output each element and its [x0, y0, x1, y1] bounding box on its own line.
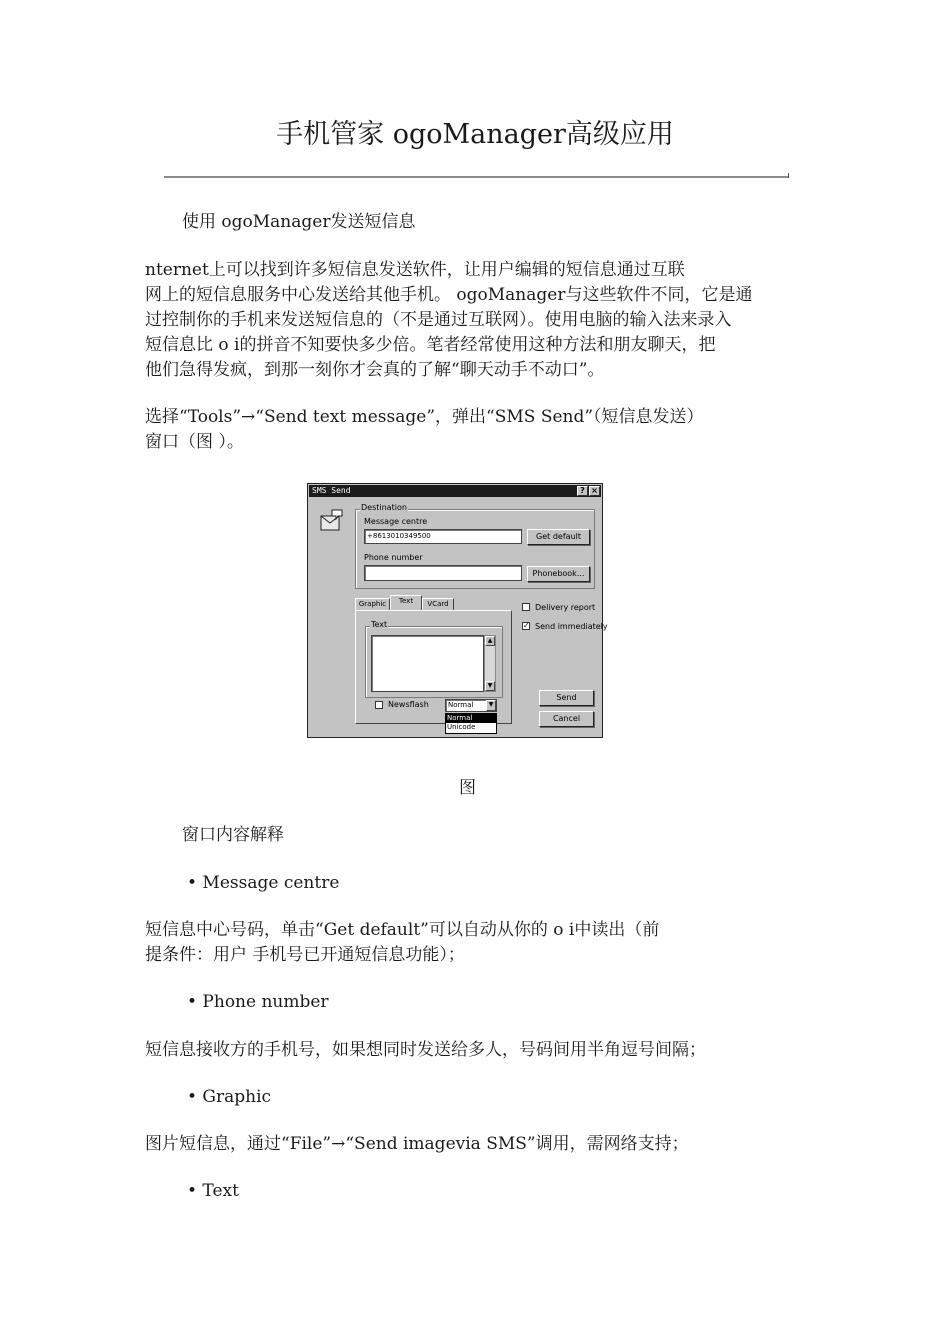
dropdown-option-normal[interactable]: Normal: [446, 714, 496, 723]
textarea-scrollbar[interactable]: [484, 635, 496, 692]
intro-line: 网上的短信息服务中心发送给其他手机。 ogoManager与这些软件不同，它是通: [145, 285, 753, 305]
phonebook-button[interactable]: Phonebook...: [527, 566, 590, 582]
desc-line: 短信息接收方的手机号，如果想同时发送给多人，号码间用半角逗号间隔；: [145, 1040, 706, 1060]
close-button[interactable]: ×: [589, 486, 600, 496]
message-centre-label: Message centre: [364, 517, 428, 526]
sms-envelope-icon: [318, 508, 346, 534]
dialog-titlebar: [309, 485, 601, 497]
destination-label: Destination: [361, 503, 407, 512]
dropdown-option-unicode[interactable]: Unicode: [447, 723, 476, 731]
divider-tick: [788, 173, 789, 178]
intro-paragraph: [145, 258, 810, 383]
phone-number-input[interactable]: [364, 565, 522, 581]
desc-line: 提条件：用户 手机号已开通短信息功能）；: [145, 945, 465, 965]
title-divider: [164, 176, 789, 178]
cancel-button[interactable]: Cancel: [539, 711, 594, 727]
help-button[interactable]: ?: [577, 486, 588, 496]
bullet-message-centre: • Message centre: [187, 873, 340, 893]
intro-line: nternet上可以找到许多短信息发送软件，让用户编辑的短信息通过互联: [145, 260, 685, 280]
delivery-report-label: Delivery report: [535, 603, 596, 612]
bullet-graphic: • Graphic: [187, 1087, 272, 1107]
message-textarea[interactable]: [371, 635, 484, 692]
chevron-down-icon[interactable]: ▼: [486, 700, 496, 711]
text-group-label: Text: [371, 620, 388, 629]
graphic-desc: [145, 1132, 810, 1157]
intro-line: 他们急得发疯，到那一刻你才会真的了解“聊天动手不动口”。: [145, 360, 605, 380]
instruction-line: 窗口（图 ）。: [145, 432, 244, 452]
instruction-paragraph: [145, 405, 810, 455]
tab-graphic[interactable]: Graphic: [355, 598, 390, 610]
tab-text[interactable]: Text: [390, 595, 422, 610]
intro-line: 过控制你的手机来发送短信息的（不是通过互联网）。使用电脑的输入法来录入: [145, 310, 732, 330]
desc-line: 短信息中心号码，单击“Get default”可以自动从你的 o i中读出（前: [145, 920, 660, 940]
dialog-title: SMS Send: [312, 486, 351, 495]
scroll-down-icon[interactable]: ▼: [485, 681, 495, 691]
intro-line: 短信息比 o i的拼音不知要快多少倍。笔者经常使用这种方法和朋友聊天，把: [145, 335, 716, 355]
bullet-text: • Text: [187, 1181, 239, 1201]
send-immediately-checkbox[interactable]: ✓: [523, 621, 530, 630]
phone-number-label: Phone number: [364, 553, 423, 562]
instruction-line: 选择“Tools”→“Send text message”，弹出“SMS Send”（短信息发送）: [145, 407, 704, 427]
figure-caption: 图: [459, 778, 476, 798]
message-centre-input[interactable]: +8613010349500: [364, 529, 522, 544]
bullet-phone-number: • Phone number: [187, 992, 329, 1012]
encoding-selected: Normal: [448, 701, 474, 709]
sms-send-dialog: [307, 483, 608, 738]
send-button[interactable]: Send: [539, 690, 594, 706]
delivery-report-checkbox[interactable]: [522, 603, 530, 611]
newsflash-checkbox[interactable]: [375, 701, 383, 709]
encoding-dropdown: [445, 713, 497, 734]
desc-line: 图片短信息，通过“File”→“Send imagevia SMS”调用，需网络支持；: [145, 1134, 689, 1154]
phone-number-desc: [145, 1038, 810, 1063]
explain-heading: 窗口内容解释: [182, 825, 284, 845]
newsflash-label: Newsflash: [388, 700, 429, 709]
scroll-up-icon[interactable]: ▲: [485, 636, 495, 646]
section-heading: 使用 ogoManager发送短信息: [182, 212, 416, 232]
tab-vcard[interactable]: VCard: [422, 598, 454, 610]
page-title: 手机管家 ogoManager高级应用: [276, 119, 674, 150]
get-default-button[interactable]: Get default: [527, 529, 590, 545]
send-immediately-label: Send immediately: [535, 622, 608, 631]
message-centre-desc: [145, 918, 810, 968]
